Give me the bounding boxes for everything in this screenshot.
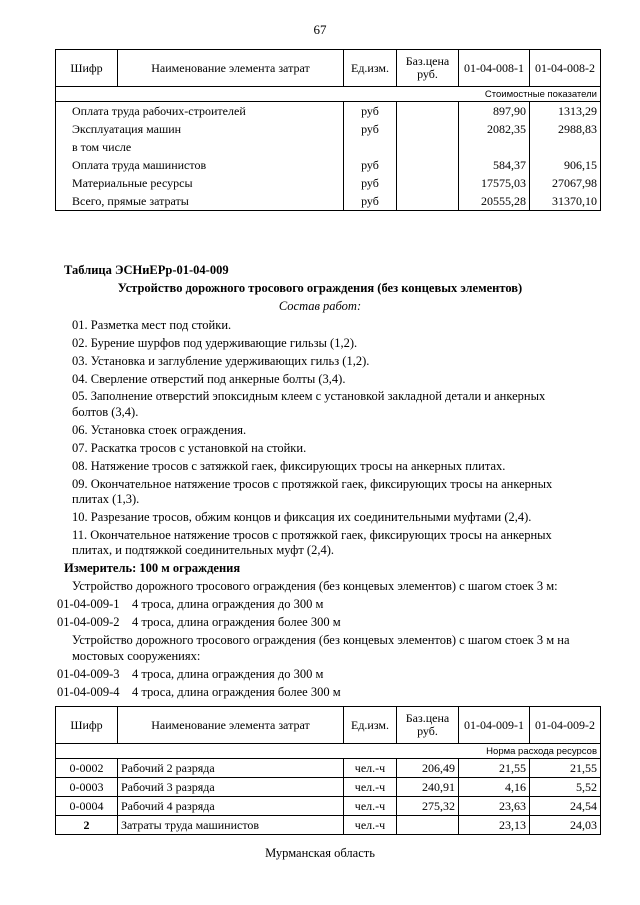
row-unit: руб — [344, 174, 397, 192]
work-item: 06. Установка стоек ограждения. — [72, 423, 247, 437]
table-title: Таблица ЭСНиЕРр-01-04-009 — [64, 263, 229, 277]
variant-description: Устройство дорожного тросового ограждения (без концевых элементов) с шагом стоек 3 м на — [72, 633, 570, 647]
variant-text: 4 троса, длина ограждения более 300 м — [132, 615, 341, 629]
page-footer: Мурманская область — [265, 846, 375, 860]
work-item: 09. Окончательное натяжение тросов с протяжкой гаек, фиксирующих тросы на анкерных — [72, 477, 553, 491]
table-row — [56, 174, 601, 192]
row-value-1: 23,63 — [459, 797, 530, 816]
row-value-1: 2082,35 — [459, 120, 530, 138]
row-name: Рабочий 4 разряда — [118, 797, 344, 816]
row-value-2: 24,54 — [530, 797, 601, 816]
work-item: 02. Бурение шурфов под удерживающие гильзы (1,2). — [72, 336, 358, 350]
work-item: 07. Раскатка тросов с установкой на стойки. — [72, 441, 307, 455]
row-value-1: 584,37 — [459, 156, 530, 174]
subheader-label: Стоимостные показатели — [56, 87, 601, 102]
work-item: 04. Сверление отверстий под анкерные болты (3,4). — [72, 372, 346, 386]
work-item: 10. Разрезание тросов, обжим концов и фиксация их соединительными муфтами (2,4). — [72, 510, 532, 524]
subheader-label: Норма расхода ресурсов — [56, 744, 601, 759]
row-unit: чел.-ч — [344, 778, 397, 797]
row-value-2: 31370,10 — [530, 192, 601, 211]
row-price — [397, 174, 459, 192]
row-value-2: 24,03 — [530, 816, 601, 835]
row-price — [397, 120, 459, 138]
row-price: 206,49 — [397, 759, 459, 778]
row-value-1: 4,16 — [459, 778, 530, 797]
row-price: 240,91 — [397, 778, 459, 797]
work-item: 11. Окончательное натяжение тросов с протяжкой гаек, фиксирующих тросы на анкерных — [72, 528, 552, 542]
variant-code: 01-04-009-2 — [57, 615, 120, 629]
row-price — [397, 816, 459, 835]
table-row — [56, 192, 601, 211]
row-unit: чел.-ч — [344, 816, 397, 835]
row-value-2: 906,15 — [530, 156, 601, 174]
row-price — [397, 192, 459, 211]
row-value-2: 21,55 — [530, 759, 601, 778]
header-name: Наименование элемента затрат — [118, 707, 344, 744]
row-unit — [344, 138, 397, 156]
row-price: 275,32 — [397, 797, 459, 816]
table-row — [56, 759, 601, 778]
composition-title: Состав работ: — [278, 299, 362, 313]
table-header-row — [56, 707, 601, 744]
variant-text: 4 троса, длина ограждения более 300 м — [132, 685, 341, 699]
work-item: 08. Натяжение тросов с затяжкой гаек, фиксирующих тросы на анкерных плитах. — [72, 459, 506, 473]
row-value-1: 897,90 — [459, 102, 530, 121]
row-price — [397, 138, 459, 156]
header-col1: 01-04-008-1 — [459, 50, 530, 87]
row-price — [397, 156, 459, 174]
resource-table — [55, 706, 601, 835]
table-row — [56, 778, 601, 797]
row-name: Оплата труда рабочих-строителей — [56, 102, 344, 121]
row-value-2: 27067,98 — [530, 174, 601, 192]
table-row — [56, 797, 601, 816]
work-item-continued: плитах, и подтяжкой соединительных муфт (2,4). — [72, 543, 335, 557]
row-value-2: 2988,83 — [530, 120, 601, 138]
row-name: Рабочий 3 разряда — [118, 778, 344, 797]
header-base-price: Баз.цена руб. — [397, 707, 459, 744]
variant-code: 01-04-009-4 — [57, 685, 120, 699]
row-unit: руб — [344, 102, 397, 121]
variant-code: 01-04-009-3 — [57, 667, 120, 681]
subheader-row — [56, 744, 601, 759]
row-price — [397, 102, 459, 121]
row-value-1 — [459, 138, 530, 156]
variant-description: Устройство дорожного тросового ограждения (без концевых элементов) с шагом стоек 3 м: — [72, 579, 558, 593]
row-name: Затраты труда машинистов — [118, 816, 344, 835]
cost-table — [55, 49, 601, 211]
row-name: в том числе — [56, 138, 344, 156]
row-name: Материальные ресурсы — [56, 174, 344, 192]
table-subtitle: Устройство дорожного тросового ограждения (без концевых элементов) — [117, 281, 523, 295]
header-col1: 01-04-009-1 — [459, 707, 530, 744]
row-value-2 — [530, 138, 601, 156]
row-name: Оплата труда машинистов — [56, 156, 344, 174]
work-item-continued: плитах (1,3). — [72, 492, 140, 506]
table-row — [56, 816, 601, 835]
row-code: 2 — [56, 816, 118, 835]
meter-label: Измеритель: 100 м ограждения — [64, 561, 241, 575]
table-row — [56, 102, 601, 121]
work-item: 03. Установка и заглубление удерживающих гильз (1,2). — [72, 354, 370, 368]
table-row — [56, 156, 601, 174]
work-item-continued: болтов (3,4). — [72, 405, 139, 419]
table-header-row — [56, 50, 601, 87]
page-number: 67 — [313, 22, 327, 37]
header-code: Шифр — [56, 707, 118, 744]
row-value-2: 5,52 — [530, 778, 601, 797]
row-name: Рабочий 2 разряда — [118, 759, 344, 778]
row-value-1: 20555,28 — [459, 192, 530, 211]
subheader-row — [56, 87, 601, 102]
row-code: 0-0003 — [56, 778, 118, 797]
variant-description-continued: мостовых сооружениях: — [72, 649, 201, 663]
table-row — [56, 120, 601, 138]
table-row — [56, 138, 601, 156]
variant-text: 4 троса, длина ограждения до 300 м — [132, 597, 324, 611]
row-value-1: 21,55 — [459, 759, 530, 778]
row-name: Эксплуатация машин — [56, 120, 344, 138]
row-value-2: 1313,29 — [530, 102, 601, 121]
row-name: Всего, прямые затраты — [56, 192, 344, 211]
variant-code: 01-04-009-1 — [57, 597, 120, 611]
header-code: Шифр — [56, 50, 118, 87]
header-unit: Ед.изм. — [344, 707, 397, 744]
header-name: Наименование элемента затрат — [118, 50, 344, 87]
row-value-1: 17575,03 — [459, 174, 530, 192]
row-code: 0-0004 — [56, 797, 118, 816]
work-item: 05. Заполнение отверстий эпоксидным клеем с установкой закладной детали и анкерных — [72, 389, 546, 403]
header-col2: 01-04-008-2 — [530, 50, 601, 87]
header-base-price: Баз.цена руб. — [397, 50, 459, 87]
row-unit: чел.-ч — [344, 797, 397, 816]
row-unit: руб — [344, 120, 397, 138]
row-unit: руб — [344, 192, 397, 211]
row-value-1: 23,13 — [459, 816, 530, 835]
work-item: 01. Разметка мест под стойки. — [72, 318, 232, 332]
row-unit: чел.-ч — [344, 759, 397, 778]
header-col2: 01-04-009-2 — [530, 707, 601, 744]
variant-text: 4 троса, длина ограждения до 300 м — [132, 667, 324, 681]
row-code: 0-0002 — [56, 759, 118, 778]
row-unit: руб — [344, 156, 397, 174]
header-unit: Ед.изм. — [344, 50, 397, 87]
